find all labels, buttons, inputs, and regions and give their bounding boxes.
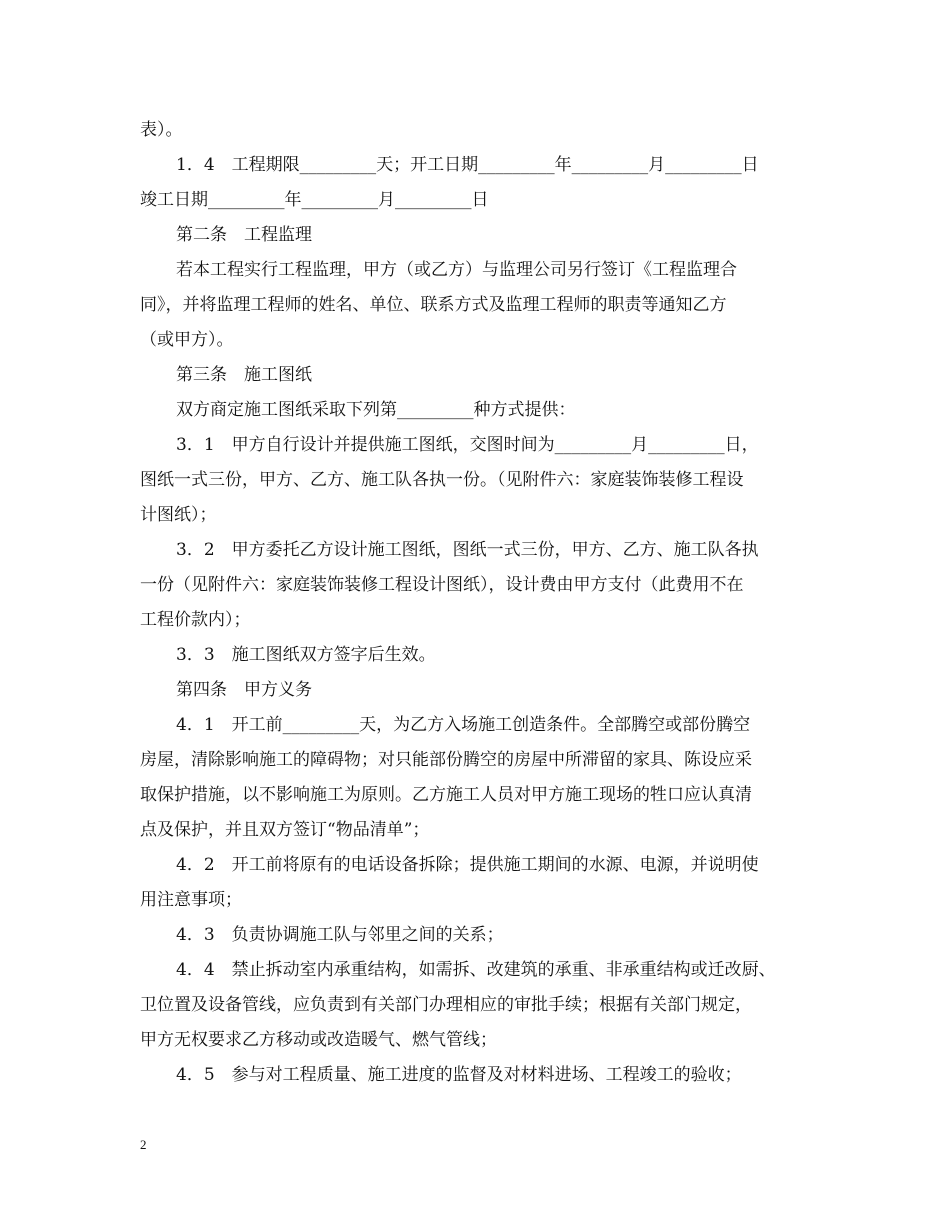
text-line: 点及保护，并且双方签订“物品清单”； [140,820,430,840]
text-line: 一份（见附件六：家庭装饰装修工程设计图纸），设计费由甲方支付（此费用不在 [140,575,744,595]
text-line: 4．5 参与对工程质量、施工进度的监督及对材料进场、工程竣工的验收； [176,1065,742,1085]
text-line: 若本工程实行工程监理，甲方（或乙方）与监理公司另行签订《工程监理合 [176,260,737,280]
text-line: 3．3 施工图纸双方签字后生效。 [176,645,436,665]
text-line: 同》，并将监理工程师的姓名、单位、联系方式及监理工程师的职责等通知乙方 [140,295,727,315]
text-line: 甲方无权要求乙方移动或改造暖气、燃气管线； [140,1030,497,1050]
page-number: 2 [140,1137,147,1152]
text-line: 3．2 甲方委托乙方设计施工图纸，图纸一式三份，甲方、乙方、施工队各执 [176,540,759,560]
section-heading: 第四条 甲方义务 [176,680,312,700]
section-heading: 第二条 工程监理 [176,225,312,245]
text-line: 4．4 禁止拆动室内承重结构，如需拆、改建筑的承重、非承重结构或迁改厨、 [176,960,776,980]
text-line: 竣工日期_________年_________月_________日 [140,190,489,210]
text-line: 1．4 工程期限_________天；开工日期_________年_________月_________日 [176,155,759,175]
text-line: 双方商定施工图纸采取下列第_________种方式提供： [176,400,576,420]
text-line: 用注意事项； [140,890,242,910]
text-line: 取保护措施，以不影响施工为原则。乙方施工人员对甲方施工现场的牲口应认真清 [140,785,752,805]
text-line: 工程价款内）； [140,610,251,630]
section-heading: 第三条 施工图纸 [176,365,312,385]
text-line: 计图纸）； [140,505,217,525]
text-line: 4．2 开工前将原有的电话设备拆除；提供施工期间的水源、电源，并说明使 [176,855,759,875]
text-line: 3．1 甲方自行设计并提供施工图纸，交图时间为_________月_________日， [176,435,759,455]
text-line: 4．1 开工前_________天，为乙方入场施工创造条件。全部腾空或部份腾空 [176,715,751,735]
text-line: 图纸一式三份，甲方、乙方、施工队各执一份。（见附件六：家庭装饰装修工程设 [140,470,744,490]
text-line: （或甲方）。 [140,330,234,350]
text-line: 4．3 负责协调施工队与邻里之间的关系； [176,925,504,945]
text-line: 房屋，清除影响施工的障碍物；对只能部份腾空的房屋中所滞留的家具、陈设应采 [140,750,752,770]
text-line: 表）。 [140,120,183,140]
text-line: 卫位置及设备管线，应负责到有关部门办理相应的审批手续；根据有关部门规定， [140,995,752,1015]
